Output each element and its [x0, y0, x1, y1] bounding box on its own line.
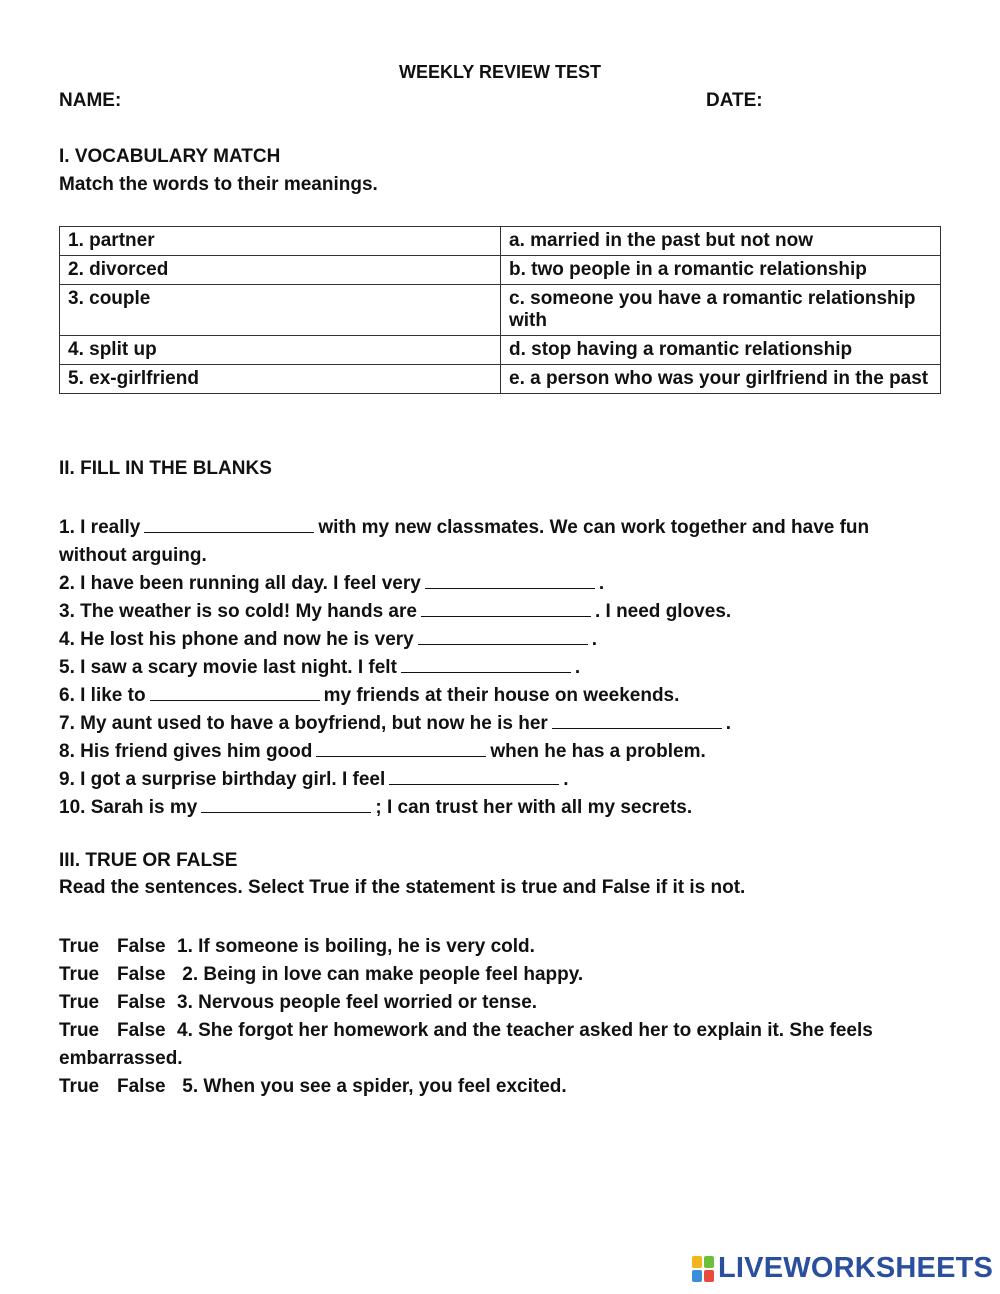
- list-item: [59, 514, 939, 570]
- fill-list: [59, 514, 939, 822]
- fill-text-before: 7. My aunt used to have a boyfriend, but now he is her: [59, 713, 548, 734]
- true-option[interactable]: True: [59, 1020, 100, 1041]
- fill-blank-input[interactable]: [401, 656, 571, 673]
- list-item: [59, 710, 939, 738]
- truefalse-list: [59, 933, 939, 1101]
- fill-blank-input[interactable]: [150, 684, 320, 701]
- vocab-word[interactable]: 4. split up: [60, 336, 501, 365]
- list-item: [59, 794, 939, 822]
- fill-text-after: .: [725, 713, 732, 734]
- vocab-table: [59, 226, 941, 394]
- truefalse-statement: 2. Being in love can make people feel happy.: [177, 964, 584, 985]
- vocab-word[interactable]: 3. couple: [60, 285, 501, 336]
- list-item: [59, 682, 939, 710]
- fill-blank-input[interactable]: [144, 516, 314, 533]
- list-item: [59, 989, 939, 1017]
- logo-block: [704, 1256, 714, 1268]
- table-row: [60, 256, 941, 285]
- logo-text: LIVEWORKSHEETS: [718, 1252, 994, 1284]
- fill-blank-input[interactable]: [418, 628, 588, 645]
- true-option[interactable]: True: [59, 992, 100, 1013]
- fill-text-after: .: [598, 573, 605, 594]
- fill-heading: II. FILL IN THE BLANKS: [59, 458, 272, 479]
- liveworksheets-logo-icon: [692, 1256, 714, 1282]
- vocab-meaning[interactable]: c. someone you have a romantic relationship with: [501, 285, 941, 336]
- fill-text-after: .: [591, 629, 598, 650]
- vocab-word[interactable]: 2. divorced: [60, 256, 501, 285]
- fill-text-after: when he has a problem.: [490, 741, 706, 762]
- vocab-instruction: Match the words to their meanings.: [59, 174, 378, 195]
- fill-text-after: .: [574, 657, 581, 678]
- list-item: [59, 738, 939, 766]
- date-label: DATE:: [706, 90, 763, 111]
- list-item: [59, 961, 939, 989]
- fill-blank-input[interactable]: [201, 796, 371, 813]
- fill-text-before: 5. I saw a scary movie last night. I felt: [59, 657, 397, 678]
- logo-block: [692, 1256, 702, 1268]
- fill-blank-input[interactable]: [316, 740, 486, 757]
- fill-text-after: with my new classmates. We can work together and have fun without arguing.: [59, 517, 870, 566]
- logo-block: [704, 1270, 714, 1282]
- list-item: [59, 598, 939, 626]
- liveworksheets-logo: [692, 1252, 993, 1285]
- false-option[interactable]: False: [117, 1020, 166, 1041]
- truefalse-statement: 1. If someone is boiling, he is very cold.: [177, 936, 535, 957]
- fill-blank-input[interactable]: [421, 600, 591, 617]
- truefalse-instruction: Read the sentences. Select True if the statement is true and False if it is not.: [59, 877, 746, 898]
- fill-blank-input[interactable]: [389, 768, 559, 785]
- false-option[interactable]: False: [117, 992, 166, 1013]
- list-item: [59, 626, 939, 654]
- fill-text-before: 1. I really: [59, 517, 141, 538]
- list-item: [59, 1017, 939, 1073]
- fill-blank-input[interactable]: [425, 572, 595, 589]
- name-label: NAME:: [59, 90, 122, 111]
- list-item: [59, 570, 939, 598]
- fill-text-before: 4. He lost his phone and now he is very: [59, 629, 414, 650]
- fill-text-before: 10. Sarah is my: [59, 797, 198, 818]
- fill-text-before: 2. I have been running all day. I feel very: [59, 573, 421, 594]
- vocab-word[interactable]: 5. ex-girlfriend: [60, 365, 501, 394]
- true-option[interactable]: True: [59, 964, 100, 985]
- table-row: [60, 336, 941, 365]
- fill-blank-input[interactable]: [552, 712, 722, 729]
- vocab-word[interactable]: 1. partner: [60, 227, 501, 256]
- false-option[interactable]: False: [117, 1076, 166, 1097]
- vocab-meaning[interactable]: b. two people in a romantic relationship: [501, 256, 941, 285]
- true-option[interactable]: True: [59, 936, 100, 957]
- truefalse-statement: 5. When you see a spider, you feel excited.: [177, 1076, 567, 1097]
- fill-text-after: ; I can trust her with all my secrets.: [375, 797, 693, 818]
- false-option[interactable]: False: [117, 936, 166, 957]
- fill-text-before: 8. His friend gives him good: [59, 741, 313, 762]
- table-row: [60, 365, 941, 394]
- true-option[interactable]: True: [59, 1076, 100, 1097]
- fill-text-before: 9. I got a surprise birthday girl. I feel: [59, 769, 386, 790]
- list-item: [59, 654, 939, 682]
- fill-text-after: . I need gloves.: [594, 601, 732, 622]
- vocab-meaning[interactable]: e. a person who was your girlfriend in the past: [501, 365, 941, 394]
- vocab-heading: I. VOCABULARY MATCH: [59, 146, 281, 167]
- truefalse-heading: III. TRUE OR FALSE: [59, 850, 238, 871]
- table-row: [60, 285, 941, 336]
- truefalse-statement: 3. Nervous people feel worried or tense.: [177, 992, 538, 1013]
- fill-text-before: 3. The weather is so cold! My hands are: [59, 601, 417, 622]
- logo-block: [692, 1270, 702, 1282]
- false-option[interactable]: False: [117, 964, 166, 985]
- truefalse-statement: 4. She forgot her homework and the teacher asked her to explain it. She feels embarrassed.: [59, 1020, 873, 1069]
- fill-text-before: 6. I like to: [59, 685, 146, 706]
- list-item: [59, 933, 939, 961]
- list-item: [59, 766, 939, 794]
- vocab-meaning[interactable]: a. married in the past but not now: [501, 227, 941, 256]
- page-title: WEEKLY REVIEW TEST: [398, 62, 602, 82]
- fill-text-after: .: [563, 769, 569, 790]
- table-row: [60, 227, 941, 256]
- fill-text-after: my friends at their house on weekends.: [323, 685, 680, 706]
- vocab-meaning[interactable]: d. stop having a romantic relationship: [501, 336, 941, 365]
- list-item: [59, 1073, 939, 1101]
